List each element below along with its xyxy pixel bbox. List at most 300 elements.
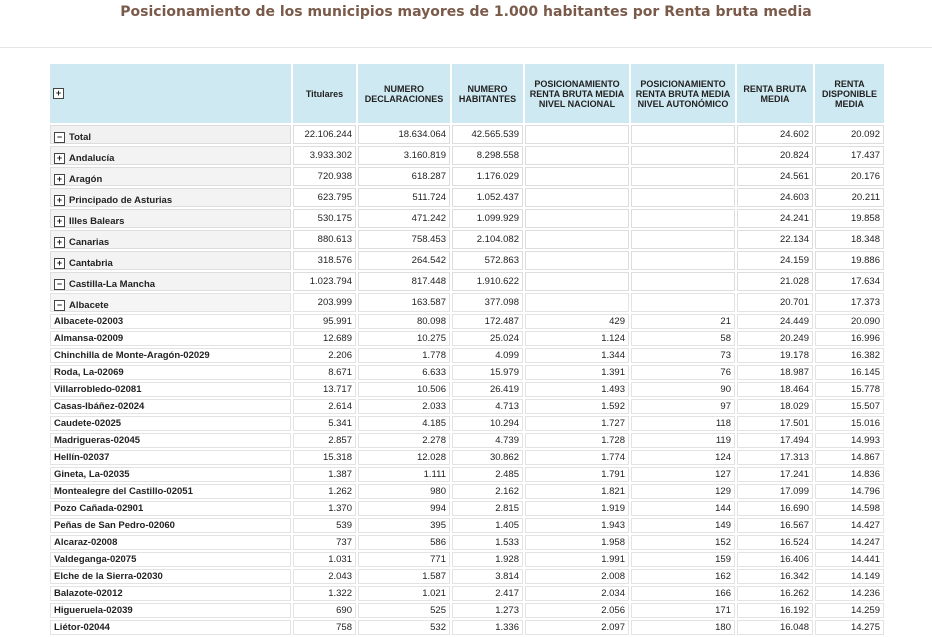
- value-cell: 2.104.082: [452, 230, 523, 249]
- value-cell: 8.671: [293, 365, 356, 380]
- row-label: Caudete-02025: [54, 418, 122, 429]
- value-cell: 15.016: [815, 416, 884, 431]
- column-header: RENTA BRUTA MEDIA: [737, 64, 813, 123]
- value-cell: 1.910.622: [452, 272, 523, 291]
- value-cell: [631, 272, 735, 291]
- value-cell: 1.587: [358, 569, 450, 584]
- row-label: Balazote-02012: [54, 588, 123, 599]
- value-cell: 771: [358, 552, 450, 567]
- value-cell: 1.344: [525, 348, 629, 363]
- row-label[interactable]: Aragón: [69, 174, 103, 185]
- value-cell: 17.501: [737, 416, 813, 431]
- value-cell: 163.587: [358, 293, 450, 312]
- collapse-icon[interactable]: −: [54, 279, 65, 290]
- title-divider: [0, 47, 932, 48]
- value-cell: 14.836: [815, 467, 884, 482]
- value-cell: 22.134: [737, 230, 813, 249]
- value-cell: 24.561: [737, 167, 813, 186]
- value-cell: [525, 209, 629, 228]
- value-cell: 1.370: [293, 501, 356, 516]
- row-label-cell: [50, 251, 291, 270]
- value-cell: 1.821: [525, 484, 629, 499]
- value-cell: 758: [293, 620, 356, 635]
- table-row: [50, 209, 884, 228]
- table-row: [50, 399, 884, 414]
- row-label[interactable]: Illes Balears: [69, 216, 125, 227]
- value-cell: [525, 167, 629, 186]
- value-cell: 1.533: [452, 535, 523, 550]
- value-cell: 2.857: [293, 433, 356, 448]
- value-cell: 4.099: [452, 348, 523, 363]
- value-cell: 586: [358, 535, 450, 550]
- value-cell: 76: [631, 365, 735, 380]
- table-body: [50, 125, 884, 635]
- row-label-cell: [50, 399, 291, 414]
- value-cell: [525, 146, 629, 165]
- value-cell: [631, 125, 735, 144]
- value-cell: 127: [631, 467, 735, 482]
- value-cell: 149: [631, 518, 735, 533]
- value-cell: 530.175: [293, 209, 356, 228]
- value-cell: 1.943: [525, 518, 629, 533]
- value-cell: 20.249: [737, 331, 813, 346]
- column-header: POSICIONAMIENTO RENTA BRUTA MEDIA NIVEL NACIONAL: [525, 64, 629, 123]
- value-cell: 3.933.302: [293, 146, 356, 165]
- row-label-cell: [50, 365, 291, 380]
- collapse-icon[interactable]: −: [54, 300, 65, 311]
- value-cell: 16.145: [815, 365, 884, 380]
- value-cell: 471.242: [358, 209, 450, 228]
- row-label: Elche de la Sierra-02030: [54, 571, 163, 582]
- row-label-cell: [50, 331, 291, 346]
- value-cell: [631, 230, 735, 249]
- value-cell: 1.273: [452, 603, 523, 618]
- value-cell: 95.991: [293, 314, 356, 329]
- value-cell: 20.211: [815, 188, 884, 207]
- row-label[interactable]: Total: [69, 132, 91, 143]
- expand-all-icon[interactable]: +: [53, 88, 64, 99]
- table-row: [50, 188, 884, 207]
- row-label-cell: [50, 518, 291, 533]
- value-cell: 572.863: [452, 251, 523, 270]
- table-row: [50, 416, 884, 431]
- value-cell: 10.506: [358, 382, 450, 397]
- row-label: Madrigueras-02045: [54, 435, 141, 446]
- value-cell: 1.919: [525, 501, 629, 516]
- value-cell: 2.815: [452, 501, 523, 516]
- value-cell: 758.453: [358, 230, 450, 249]
- value-cell: 162: [631, 569, 735, 584]
- row-label-cell: [50, 314, 291, 329]
- table-row: [50, 586, 884, 601]
- value-cell: 18.634.064: [358, 125, 450, 144]
- row-label: Gineta, La-02035: [54, 469, 130, 480]
- table-row: [50, 167, 884, 186]
- value-cell: 532: [358, 620, 450, 635]
- value-cell: 58: [631, 331, 735, 346]
- value-cell: 623.795: [293, 188, 356, 207]
- value-cell: 1.774: [525, 450, 629, 465]
- value-cell: 17.373: [815, 293, 884, 312]
- value-cell: 152: [631, 535, 735, 550]
- value-cell: 129: [631, 484, 735, 499]
- value-cell: 14.427: [815, 518, 884, 533]
- value-cell: 1.405: [452, 518, 523, 533]
- value-cell: 1.021: [358, 586, 450, 601]
- value-cell: 395: [358, 518, 450, 533]
- table-row: [50, 552, 884, 567]
- row-label-cell: [50, 188, 291, 207]
- value-cell: 4.185: [358, 416, 450, 431]
- value-cell: 144: [631, 501, 735, 516]
- value-cell: 1.052.437: [452, 188, 523, 207]
- value-cell: 1.791: [525, 467, 629, 482]
- data-table: [48, 62, 886, 637]
- value-cell: 24.603: [737, 188, 813, 207]
- value-cell: [525, 293, 629, 312]
- table-row: [50, 365, 884, 380]
- value-cell: 690: [293, 603, 356, 618]
- value-cell: 3.814: [452, 569, 523, 584]
- value-cell: 16.262: [737, 586, 813, 601]
- value-cell: [525, 125, 629, 144]
- row-label-cell: [50, 450, 291, 465]
- value-cell: 14.247: [815, 535, 884, 550]
- row-label-cell: [50, 501, 291, 516]
- value-cell: 8.298.558: [452, 146, 523, 165]
- value-cell: [631, 167, 735, 186]
- table-row: [50, 348, 884, 363]
- value-cell: 124: [631, 450, 735, 465]
- column-header: NUMERO DECLARACIONES: [358, 64, 450, 123]
- value-cell: 4.713: [452, 399, 523, 414]
- value-cell: 97: [631, 399, 735, 414]
- table-row: [50, 484, 884, 499]
- value-cell: 429: [525, 314, 629, 329]
- value-cell: 14.236: [815, 586, 884, 601]
- value-cell: [631, 146, 735, 165]
- value-cell: [631, 188, 735, 207]
- row-label-cell: [50, 348, 291, 363]
- value-cell: 166: [631, 586, 735, 601]
- value-cell: 17.241: [737, 467, 813, 482]
- table-row: [50, 603, 884, 618]
- value-cell: 16.342: [737, 569, 813, 584]
- table-row: [50, 501, 884, 516]
- value-cell: 2.097: [525, 620, 629, 635]
- value-cell: 24.602: [737, 125, 813, 144]
- value-cell: 16.382: [815, 348, 884, 363]
- value-cell: 17.437: [815, 146, 884, 165]
- value-cell: 13.717: [293, 382, 356, 397]
- value-cell: 20.090: [815, 314, 884, 329]
- value-cell: 980: [358, 484, 450, 499]
- row-label: Valdeganga-02075: [54, 554, 137, 565]
- value-cell: 1.391: [525, 365, 629, 380]
- value-cell: 1.928: [452, 552, 523, 567]
- table-row: [50, 272, 884, 291]
- row-label[interactable]: Principado de Asturias: [69, 195, 173, 206]
- row-label-cell: [50, 552, 291, 567]
- row-label: Almansa-02009: [54, 333, 124, 344]
- collapse-icon[interactable]: −: [54, 132, 65, 143]
- value-cell: [525, 188, 629, 207]
- value-cell: 16.406: [737, 552, 813, 567]
- value-cell: 10.275: [358, 331, 450, 346]
- row-label-cell: [50, 586, 291, 601]
- value-cell: 2.417: [452, 586, 523, 601]
- value-cell: 18.987: [737, 365, 813, 380]
- row-label-cell: [50, 272, 291, 291]
- column-header: NUMERO HABITANTES: [452, 64, 523, 123]
- value-cell: 25.024: [452, 331, 523, 346]
- row-label-cell: [50, 125, 291, 144]
- row-label: Montealegre del Castillo-02051: [54, 486, 193, 497]
- row-label-cell: [50, 416, 291, 431]
- row-label-cell: [50, 569, 291, 584]
- value-cell: 3.160.819: [358, 146, 450, 165]
- value-cell: 318.576: [293, 251, 356, 270]
- value-cell: 1.124: [525, 331, 629, 346]
- value-cell: 2.008: [525, 569, 629, 584]
- value-cell: 16.690: [737, 501, 813, 516]
- value-cell: [525, 272, 629, 291]
- value-cell: 21.028: [737, 272, 813, 291]
- value-cell: 2.056: [525, 603, 629, 618]
- table-row: [50, 518, 884, 533]
- value-cell: 19.886: [815, 251, 884, 270]
- value-cell: 1.958: [525, 535, 629, 550]
- row-label: Alcaraz-02008: [54, 537, 118, 548]
- table-row: [50, 146, 884, 165]
- value-cell: 1.031: [293, 552, 356, 567]
- row-label[interactable]: Cantabria: [69, 258, 113, 269]
- row-label-cell: [50, 382, 291, 397]
- page-title: Posicionamiento de los municipios mayores de 1.000 habitantes por Renta bruta media: [120, 4, 812, 20]
- row-label[interactable]: Andalucía: [69, 153, 115, 164]
- column-header: RENTA DISPONIBLE MEDIA: [815, 64, 884, 123]
- table-row: [50, 569, 884, 584]
- table-row: [50, 382, 884, 397]
- table-row: [50, 125, 884, 144]
- row-label-cell: [50, 146, 291, 165]
- table-row: [50, 331, 884, 346]
- value-cell: 16.996: [815, 331, 884, 346]
- value-cell: 203.999: [293, 293, 356, 312]
- value-cell: 20.824: [737, 146, 813, 165]
- value-cell: 525: [358, 603, 450, 618]
- value-cell: 16.192: [737, 603, 813, 618]
- value-cell: 73: [631, 348, 735, 363]
- value-cell: [631, 251, 735, 270]
- value-cell: 720.938: [293, 167, 356, 186]
- value-cell: 42.565.539: [452, 125, 523, 144]
- row-label-cell: [50, 209, 291, 228]
- value-cell: 21: [631, 314, 735, 329]
- value-cell: 18.464: [737, 382, 813, 397]
- value-cell: 511.724: [358, 188, 450, 207]
- value-cell: 14.149: [815, 569, 884, 584]
- value-cell: 1.176.029: [452, 167, 523, 186]
- row-label-cell: [50, 467, 291, 482]
- value-cell: 17.494: [737, 433, 813, 448]
- table-row: [50, 467, 884, 482]
- value-cell: 16.567: [737, 518, 813, 533]
- row-label[interactable]: Castilla-La Mancha: [69, 279, 156, 290]
- value-cell: 6.633: [358, 365, 450, 380]
- row-label: Higueruela-02039: [54, 605, 133, 616]
- row-label-cell: [50, 167, 291, 186]
- value-cell: 90: [631, 382, 735, 397]
- value-cell: 264.542: [358, 251, 450, 270]
- value-cell: 20.092: [815, 125, 884, 144]
- value-cell: 15.778: [815, 382, 884, 397]
- value-cell: 16.524: [737, 535, 813, 550]
- row-label: Hellín-02037: [54, 452, 110, 463]
- row-label: Albacete-02003: [54, 316, 124, 327]
- value-cell: 14.441: [815, 552, 884, 567]
- row-label: Chinchilla de Monte-Aragón-02029: [54, 350, 210, 361]
- value-cell: 24.159: [737, 251, 813, 270]
- value-cell: 737: [293, 535, 356, 550]
- value-cell: [631, 293, 735, 312]
- value-cell: [525, 251, 629, 270]
- table-row: [50, 293, 884, 312]
- value-cell: 539: [293, 518, 356, 533]
- header-row: [50, 64, 884, 123]
- value-cell: 80.098: [358, 314, 450, 329]
- value-cell: 171: [631, 603, 735, 618]
- value-cell: 172.487: [452, 314, 523, 329]
- value-cell: 180: [631, 620, 735, 635]
- expand-icon[interactable]: +: [54, 216, 65, 227]
- value-cell: 994: [358, 501, 450, 516]
- value-cell: 2.034: [525, 586, 629, 601]
- value-cell: 159: [631, 552, 735, 567]
- value-cell: 2.033: [358, 399, 450, 414]
- value-cell: 1.592: [525, 399, 629, 414]
- value-cell: [631, 209, 735, 228]
- value-cell: 5.341: [293, 416, 356, 431]
- table-row: [50, 450, 884, 465]
- value-cell: 1.387: [293, 467, 356, 482]
- value-cell: 1.493: [525, 382, 629, 397]
- row-label-cell: [50, 293, 291, 312]
- value-cell: 1.991: [525, 552, 629, 567]
- value-cell: 20.176: [815, 167, 884, 186]
- value-cell: 17.313: [737, 450, 813, 465]
- value-cell: 2.278: [358, 433, 450, 448]
- value-cell: 1.727: [525, 416, 629, 431]
- value-cell: 377.098: [452, 293, 523, 312]
- value-cell: 15.979: [452, 365, 523, 380]
- row-label: Pozo Cañada-02901: [54, 503, 144, 514]
- value-cell: 1.322: [293, 586, 356, 601]
- column-header: POSICIONAMIENTO RENTA BRUTA MEDIA NIVEL AUTONÓMICO: [631, 64, 735, 123]
- table-row: [50, 433, 884, 448]
- value-cell: 15.507: [815, 399, 884, 414]
- value-cell: 16.048: [737, 620, 813, 635]
- table-row: [50, 230, 884, 249]
- value-cell: 15.318: [293, 450, 356, 465]
- value-cell: 1.099.929: [452, 209, 523, 228]
- column-header: Titulares: [293, 64, 356, 123]
- value-cell: 2.485: [452, 467, 523, 482]
- value-cell: 2.162: [452, 484, 523, 499]
- value-cell: 24.241: [737, 209, 813, 228]
- value-cell: 12.689: [293, 331, 356, 346]
- row-label: Roda, La-02069: [54, 367, 124, 378]
- value-cell: 14.275: [815, 620, 884, 635]
- table-row: [50, 535, 884, 550]
- value-cell: 14.993: [815, 433, 884, 448]
- value-cell: 14.598: [815, 501, 884, 516]
- value-cell: 30.862: [452, 450, 523, 465]
- value-cell: 19.858: [815, 209, 884, 228]
- value-cell: 14.867: [815, 450, 884, 465]
- row-label: Villarrobledo-02081: [54, 384, 142, 395]
- value-cell: 19.178: [737, 348, 813, 363]
- value-cell: 18.348: [815, 230, 884, 249]
- value-cell: 26.419: [452, 382, 523, 397]
- value-cell: 618.287: [358, 167, 450, 186]
- value-cell: 17.099: [737, 484, 813, 499]
- value-cell: 24.449: [737, 314, 813, 329]
- row-label-cell: [50, 484, 291, 499]
- value-cell: 12.028: [358, 450, 450, 465]
- value-cell: 118: [631, 416, 735, 431]
- row-label[interactable]: Albacete: [69, 300, 109, 311]
- value-cell: 817.448: [358, 272, 450, 291]
- value-cell: 22.106.244: [293, 125, 356, 144]
- row-label-cell: [50, 535, 291, 550]
- value-cell: 1.262: [293, 484, 356, 499]
- expand-icon[interactable]: +: [54, 174, 65, 185]
- value-cell: 14.259: [815, 603, 884, 618]
- value-cell: 1.111: [358, 467, 450, 482]
- value-cell: 10.294: [452, 416, 523, 431]
- value-cell: 18.029: [737, 399, 813, 414]
- expand-icon[interactable]: +: [54, 195, 65, 206]
- table-row: [50, 251, 884, 270]
- row-label: Peñas de San Pedro-02060: [54, 520, 175, 531]
- row-label[interactable]: Canarias: [69, 237, 110, 248]
- value-cell: 1.023.794: [293, 272, 356, 291]
- value-cell: 2.614: [293, 399, 356, 414]
- value-cell: 1.728: [525, 433, 629, 448]
- value-cell: 4.739: [452, 433, 523, 448]
- value-cell: [525, 230, 629, 249]
- table-row: [50, 314, 884, 329]
- row-label-cell: [50, 603, 291, 618]
- row-label-cell: [50, 620, 291, 635]
- table-row: [50, 620, 884, 635]
- value-cell: 2.206: [293, 348, 356, 363]
- value-cell: 20.701: [737, 293, 813, 312]
- value-cell: 14.796: [815, 484, 884, 499]
- value-cell: 1.778: [358, 348, 450, 363]
- value-cell: 17.634: [815, 272, 884, 291]
- row-label: Liétor-02044: [54, 622, 110, 633]
- row-label-cell: [50, 433, 291, 448]
- value-cell: 119: [631, 433, 735, 448]
- expand-all-cell: [50, 64, 291, 123]
- expand-icon[interactable]: +: [54, 258, 65, 269]
- value-cell: 880.613: [293, 230, 356, 249]
- expand-icon[interactable]: +: [54, 237, 65, 248]
- row-label: Casas-Ibáñez-02024: [54, 401, 145, 412]
- expand-icon[interactable]: +: [54, 153, 65, 164]
